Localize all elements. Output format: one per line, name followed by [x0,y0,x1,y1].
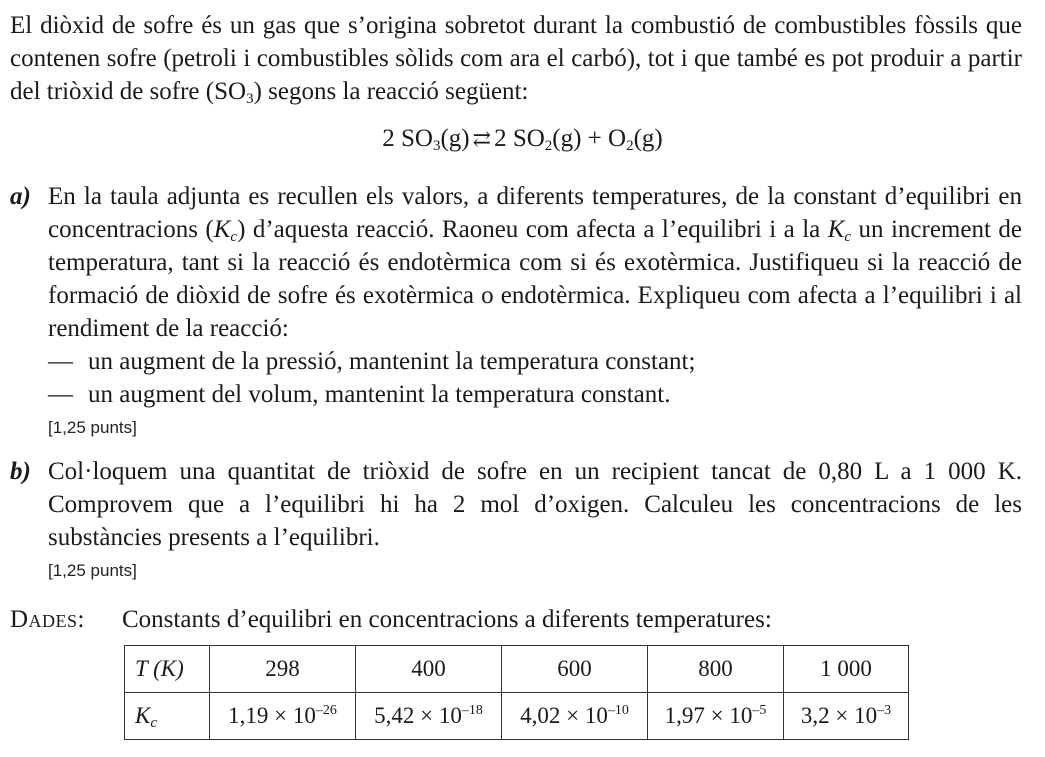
eq-product1: 2 SO [494,125,545,152]
bullet-item-2 [48,378,1022,411]
table-cell-temperature: 1 000 [784,646,909,693]
table-header-temperature: T (K) [125,646,210,693]
kc-exponent: –18 [461,703,483,718]
table-row-kc [125,693,909,740]
eq-reactant-sub: 3 [432,138,441,154]
question-a-text-2: ) d’aquesta reacció. Raoneu com afecta a l’equilibri i a la [237,216,828,243]
bullet-item-1 [48,345,1022,378]
intro-text: El diòxid de sofre és un gas que s’origina sobretot durant la combustió de combustibles fòssils que contenen sofre (petroli i combustibles sòlids com ara el carbó), tot i que també es pot produir a partir del triòxid de sofre (SO [10,12,1022,105]
intro-text-end: ) segons la reacció següent: [253,78,529,105]
kc-mantissa: 4,02 × 10 [520,703,608,728]
question-b [10,455,1022,582]
equilibrium-arrow-icon: ⇄ [472,126,492,151]
kc-mantissa: 1,97 × 10 [664,703,753,728]
table-cell-temperature: 298 [210,646,356,693]
question-a-text-1: En la taula adjunta es recullen els valors, a diferents temperatures, de la constant d’equilibri en concentracions ( [48,183,1022,243]
question-a-marker: a) [10,183,31,210]
intro-paragraph [10,9,1022,108]
question-b-marker: b) [10,458,31,485]
eq-product1-sub: 2 [544,138,553,154]
kc-exponent: –3 [877,703,892,718]
table-cell-kc [502,693,648,740]
kc-header-subscript: c [150,715,158,731]
question-a [10,180,1022,439]
table-header-kc [125,693,210,740]
eq-product2-sub: 2 [626,138,634,154]
dash-marker-1: — [48,348,73,375]
bullet-text-1: un augment de la pressió, mantenint la temperatura constant; [88,348,696,375]
table-cell-temperature: 400 [356,646,502,693]
kc-mantissa: 1,19 × 10 [228,703,316,728]
bullet-text-2: un augment del volum, mantenint la temperatura constant. [88,381,671,408]
kc-exponent: –10 [607,703,629,718]
dash-marker-2: — [48,381,73,408]
kc-symbol: K [213,216,231,243]
table-cell-temperature: 600 [502,646,648,693]
question-a-text-3: un increment de temperatura, tant si la reacció és endotèrmica com si és exotèrmica. Justifiqueu si la reacció de formació de diòxid de sofre és exotèrmica o endotèrmica. Expliqueu com afecta a l’equilibri i al rendiment de la reacció: [48,216,1022,342]
question-b-text: Col·loquem una quantitat de triòxid de sofre en un recipient tancat de 0,80 L a 1 000 K. Comprovem que a l’equilibri hi ha 2 mol d’oxigen. Calculeu les concentracions de les substàncies presents a l’equilibri. [48,458,1022,551]
question-b-points: [1,25 punts] [48,561,137,580]
table-row-temperature [125,646,909,693]
question-a-points: [1,25 punts] [48,418,137,437]
table-cell-kc [648,693,784,740]
data-description: Constants d’equilibri en concentracions a diferents temperatures: [122,606,772,633]
eq-product1-state: (g) + O [552,125,627,152]
kc-subscript-2: c [844,229,852,245]
intro-subscript: 3 [246,91,254,107]
data-section [10,603,1022,636]
kc-header-symbol: K [135,703,151,728]
equilibrium-constants-table [124,645,909,740]
kc-symbol-2: K [827,216,845,243]
eq-reactant: 2 SO [382,125,433,152]
table-cell-temperature: 800 [648,646,784,693]
eq-reactant-state: (g) [440,125,470,152]
kc-exponent: –26 [315,703,337,718]
kc-exponent: –5 [752,703,767,718]
kc-mantissa: 3,2 × 10 [800,703,878,728]
kc-subscript: c [230,229,238,245]
data-label: Dades: [10,606,86,633]
table-cell-kc [784,693,909,740]
table-cell-kc [210,693,356,740]
kc-mantissa: 5,42 × 10 [374,703,462,728]
eq-product2-state: (g) [633,125,663,152]
table-cell-kc [356,693,502,740]
reaction-equation [0,122,1045,156]
